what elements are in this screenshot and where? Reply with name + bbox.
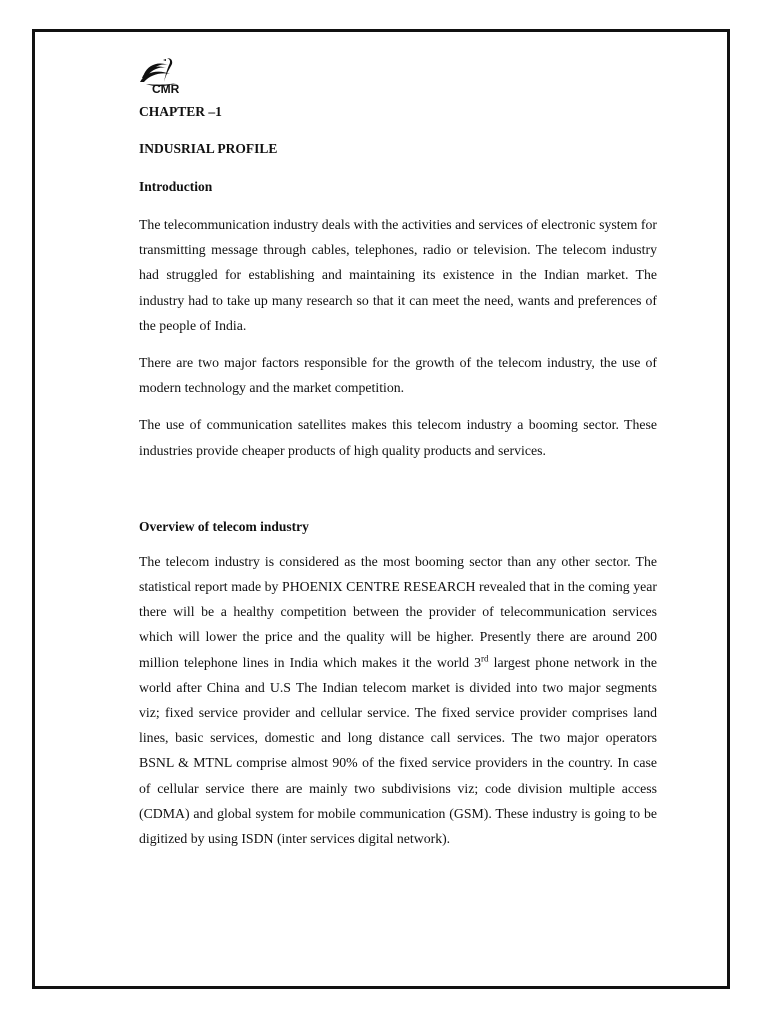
document-body xyxy=(139,102,657,851)
overview-text-part-2: largest phone network in the world after China and U.S The Indian telecom market is divided into two major segments viz; fixed service provider and cellular service. The fixed service provider comprises land lines, basic services, domestic and long distance call services. The two major operators BSNL & MTNL comprise almost 90% of the fixed service providers in the country. In case of cellular service there are mainly two subdivisions viz; code division multiple access (CDMA) and global system for mobile communication (GSM). These industry is going to be digitized by using ISDN (inter services digital network). xyxy=(139,654,657,847)
overview-paragraph xyxy=(139,549,657,851)
intro-paragraph-2: There are two major factors responsible for the growth of the telecom industry, the use of modern technology and the market competition. xyxy=(139,355,657,396)
swan-icon xyxy=(136,54,196,94)
logo-text: CMR xyxy=(152,82,180,94)
intro-paragraph-1: The telecommunication industry deals with the activities and services of electronic system for transmitting message through cables, telephones, radio or television. The telecom industry had struggled for establishing and maintaining its existence in the Indian market. The industry had to take up many research so that it can meet the need, wants and preferences of the people of India. xyxy=(139,217,657,333)
overview-heading: Overview of telecom industry xyxy=(139,518,309,534)
chapter-heading: CHAPTER –1 xyxy=(139,104,222,119)
profile-heading: INDUSRIAL PROFILE xyxy=(139,141,278,156)
overview-text-part-1: The telecom industry is considered as the most booming sector than any other sector. The statistical report made by PHOENIX CENTRE RESEARCH revealed that in the coming year there will be a healthy competition between the provider of telecommunication services which will lower the price and the quality will be higher. Presently there are around 200 million telephone lines in India which makes it the world 3 xyxy=(139,553,657,670)
introduction-heading: Introduction xyxy=(139,179,213,194)
ordinal-superscript: rd xyxy=(481,653,489,664)
cmr-logo xyxy=(136,54,196,94)
intro-paragraph-3: The use of communication satellites makes this telecom industry a booming sector. These industries provide cheaper products of high quality products and services. xyxy=(139,417,657,458)
